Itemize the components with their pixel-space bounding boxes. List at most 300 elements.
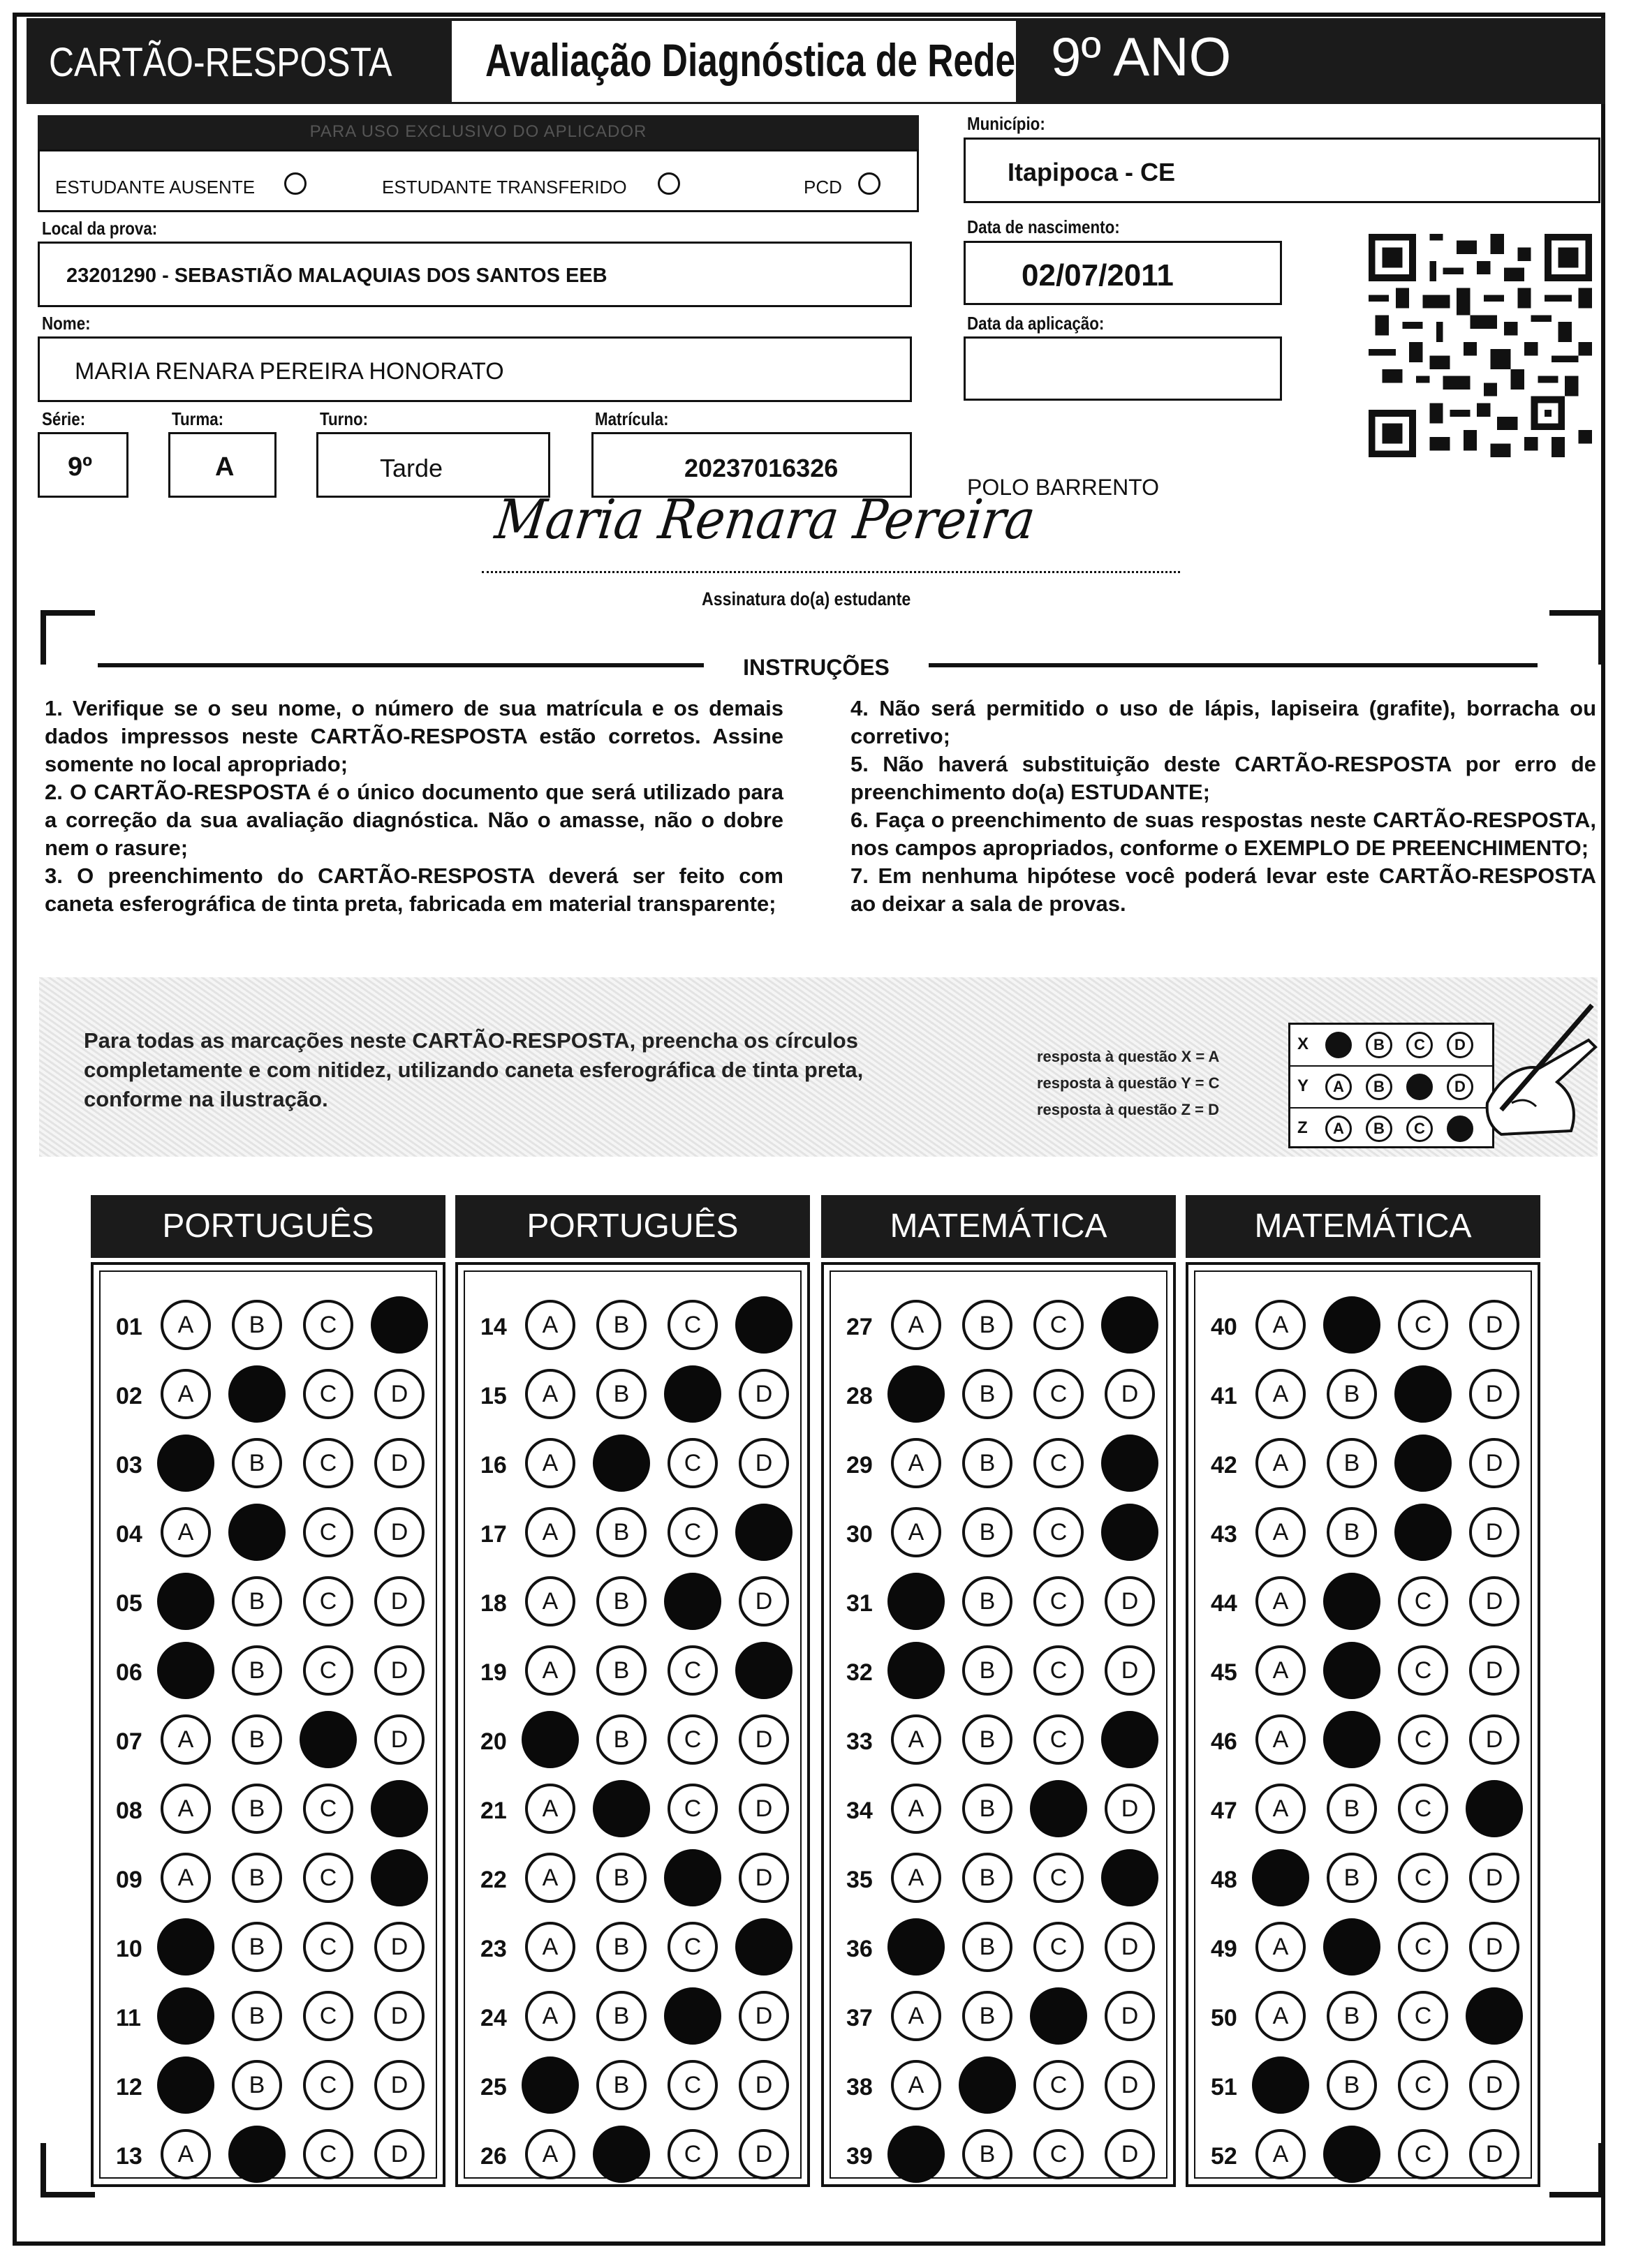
- question-row: [465, 2060, 800, 2116]
- answer-bubble-d[interactable]: D: [739, 1991, 789, 2041]
- question-row: [1195, 1853, 1531, 1908]
- answer-bubble-c[interactable]: C: [303, 2129, 353, 2179]
- answer-bubble-d[interactable]: D: [1105, 1784, 1155, 1834]
- answer-bubble-c[interactable]: C: [1033, 1300, 1084, 1350]
- question-row: [465, 1645, 800, 1701]
- answer-bubble-a[interactable]: A: [525, 1507, 575, 1557]
- answer-bubble-c[interactable]: C: [668, 1300, 718, 1350]
- answer-bubble-a[interactable]: A: [1255, 1645, 1306, 1696]
- answer-bubble-c[interactable]: C: [1398, 1576, 1448, 1626]
- aplicacao-field: [964, 336, 1282, 401]
- answer-bubble-a[interactable]: A: [891, 1714, 941, 1765]
- example-row-key: Y: [1297, 1076, 1309, 1095]
- question-row: [101, 1300, 436, 1356]
- answer-bubble-a[interactable]: [157, 1642, 214, 1699]
- answer-bubble-c[interactable]: C: [303, 1300, 353, 1350]
- question-row: [465, 1991, 800, 2047]
- answer-bubble-b[interactable]: B: [596, 1369, 647, 1419]
- answer-bubble-a[interactable]: A: [525, 1922, 575, 1972]
- question-number: 10: [116, 1936, 142, 1962]
- answer-bubble-d[interactable]: D: [374, 1645, 425, 1696]
- answer-bubble-d[interactable]: D: [1105, 1922, 1155, 1972]
- answer-bubble-d[interactable]: D: [1469, 1507, 1519, 1557]
- answer-bubble-c[interactable]: [664, 1573, 721, 1630]
- answer-bubble-d[interactable]: [371, 1849, 428, 1906]
- municipio-field: [964, 138, 1600, 203]
- answer-bubble-c[interactable]: C: [1398, 1784, 1448, 1834]
- answer-bubble-d[interactable]: D: [1469, 1922, 1519, 1972]
- answer-bubble-d[interactable]: [371, 1296, 428, 1354]
- answer-bubble-b[interactable]: B: [596, 1300, 647, 1350]
- answer-bubble-b[interactable]: [228, 1365, 286, 1423]
- answer-bubble-b[interactable]: B: [232, 1853, 282, 1903]
- answer-bubble-c[interactable]: C: [303, 1784, 353, 1834]
- answer-bubble-a[interactable]: [157, 1918, 214, 1976]
- answer-bubble-a[interactable]: A: [891, 1991, 941, 2041]
- answer-bubble-c[interactable]: C: [1033, 2129, 1084, 2179]
- answer-bubble-a[interactable]: [887, 1918, 945, 1976]
- subject-header: PORTUGUÊS: [91, 1195, 445, 1258]
- example-line-x: resposta à questão X = A: [1037, 1048, 1220, 1065]
- answer-bubble-d[interactable]: D: [1469, 2129, 1519, 2179]
- answer-bubble-d[interactable]: [1101, 1435, 1158, 1492]
- answer-bubble-c[interactable]: C: [1033, 1853, 1084, 1903]
- answer-bubble-d[interactable]: D: [739, 1369, 789, 1419]
- answer-bubble-a[interactable]: A: [161, 1714, 211, 1765]
- answer-bubble-a[interactable]: A: [161, 2129, 211, 2179]
- answer-bubble-a[interactable]: A: [525, 1369, 575, 1419]
- answer-bubble-b[interactable]: [1323, 1642, 1380, 1699]
- answer-bubble-b[interactable]: [959, 2056, 1016, 2114]
- answer-bubble-c[interactable]: C: [668, 1438, 718, 1488]
- question-row: [831, 1300, 1166, 1356]
- turma-label: Turma:: [172, 408, 224, 429]
- answer-bubble-c[interactable]: C: [303, 1576, 353, 1626]
- question-row: [101, 1369, 436, 1425]
- question-number: 28: [846, 1383, 873, 1409]
- answer-bubble-c[interactable]: [1394, 1504, 1452, 1561]
- answer-bubble-d[interactable]: [371, 1780, 428, 1837]
- answer-bubble-a[interactable]: A: [891, 1507, 941, 1557]
- question-number: 09: [116, 1867, 142, 1893]
- example-legend: [1037, 1044, 1219, 1123]
- subject-header: MATEMÁTICA: [821, 1195, 1176, 1258]
- answer-bubble-a[interactable]: [157, 1573, 214, 1630]
- answer-column-inner: [830, 1270, 1167, 2179]
- answer-bubble-a[interactable]: [522, 1711, 579, 1768]
- instructions-left: [45, 695, 783, 918]
- answer-bubble-b[interactable]: B: [232, 1645, 282, 1696]
- answer-bubble-b[interactable]: B: [962, 1369, 1012, 1419]
- answer-bubble-c[interactable]: C: [303, 1438, 353, 1488]
- instructions-rule-right: [929, 663, 1538, 667]
- answer-bubble-a[interactable]: A: [525, 1784, 575, 1834]
- question-row: [1195, 1922, 1531, 1978]
- question-number: 22: [480, 1867, 507, 1893]
- answer-bubble-c[interactable]: C: [303, 1853, 353, 1903]
- answer-bubble-c[interactable]: C: [1398, 1645, 1448, 1696]
- answer-bubble-b[interactable]: B: [232, 1714, 282, 1765]
- answer-bubble-d[interactable]: [735, 1504, 793, 1561]
- answer-bubble-a[interactable]: A: [1255, 1784, 1306, 1834]
- example-row-key: X: [1297, 1035, 1309, 1053]
- turno-field: [316, 432, 550, 498]
- answer-bubble-b[interactable]: B: [596, 1714, 647, 1765]
- question-number: 36: [846, 1936, 873, 1962]
- answer-bubble-a[interactable]: A: [1255, 1300, 1306, 1350]
- answer-bubble-a[interactable]: A: [161, 1300, 211, 1350]
- example-row-key: Z: [1297, 1118, 1308, 1137]
- answer-bubble-b[interactable]: B: [962, 1507, 1012, 1557]
- status-bar: [38, 115, 919, 150]
- example-row: [1290, 1109, 1492, 1150]
- answer-bubble-a[interactable]: A: [1255, 1369, 1306, 1419]
- answer-bubble-a[interactable]: A: [161, 1507, 211, 1557]
- answer-bubble-c[interactable]: [300, 1711, 357, 1768]
- question-number: 51: [1211, 2074, 1237, 2100]
- answer-bubble-a[interactable]: A: [891, 2060, 941, 2110]
- answer-bubble-d[interactable]: D: [374, 1438, 425, 1488]
- answer-bubble-b[interactable]: [1323, 1296, 1380, 1354]
- answer-bubble-c[interactable]: C: [303, 1369, 353, 1419]
- answer-bubble-c[interactable]: [664, 1849, 721, 1906]
- question-number: 15: [480, 1383, 507, 1409]
- answer-bubble-d[interactable]: D: [1105, 1645, 1155, 1696]
- answer-bubble-d[interactable]: D: [374, 1922, 425, 1972]
- answer-bubble-a[interactable]: A: [525, 1576, 575, 1626]
- answer-bubble-c[interactable]: C: [668, 1714, 718, 1765]
- nome-label: Nome:: [42, 313, 91, 334]
- question-number: 43: [1211, 1521, 1237, 1548]
- turma-field: [168, 432, 277, 498]
- question-row: [1195, 2060, 1531, 2116]
- answer-bubble-b[interactable]: B: [962, 1645, 1012, 1696]
- answer-bubble-a[interactable]: A: [1255, 1991, 1306, 2041]
- answer-bubble-c[interactable]: C: [1033, 1438, 1084, 1488]
- answer-bubble-a[interactable]: [1252, 1849, 1309, 1906]
- instruction-5: 5. Não haverá substituição deste CARTÃO-RESPOSTA por erro de preenchimento do(a) ESTUDANTE;: [850, 752, 1596, 804]
- answer-bubble-b[interactable]: B: [232, 1300, 282, 1350]
- answer-bubble-b[interactable]: [1323, 1711, 1380, 1768]
- instruction-7: 7. Em nenhuma hipótese você poderá levar este CARTÃO-RESPOSTA ao deixar a sala de provas.: [850, 864, 1596, 916]
- answer-bubble-b[interactable]: B: [962, 1853, 1012, 1903]
- answer-bubble-d[interactable]: D: [1105, 2060, 1155, 2110]
- answer-bubble-b[interactable]: B: [232, 1576, 282, 1626]
- answer-bubble-c[interactable]: C: [668, 2129, 718, 2179]
- subject-header: PORTUGUÊS: [455, 1195, 810, 1258]
- answer-bubble-b[interactable]: B: [1327, 1369, 1377, 1419]
- answer-bubble-c[interactable]: [1394, 1365, 1452, 1423]
- question-number: 18: [480, 1590, 507, 1617]
- answer-bubble-b[interactable]: B: [596, 1576, 647, 1626]
- answer-bubble-c[interactable]: C: [1033, 1576, 1084, 1626]
- question-row: [465, 1784, 800, 1839]
- answer-bubble-d[interactable]: D: [1105, 1991, 1155, 2041]
- answer-bubble-b[interactable]: B: [596, 1922, 647, 1972]
- local-field: [38, 242, 912, 307]
- answer-bubble-b[interactable]: B: [962, 1300, 1012, 1350]
- answer-bubble-b[interactable]: B: [232, 1922, 282, 1972]
- answer-bubble-b[interactable]: [593, 1780, 650, 1837]
- answer-bubble-a[interactable]: A: [1255, 1922, 1306, 1972]
- serie-field: [38, 432, 128, 498]
- instruction-4: 4. Não será permitido o uso de lápis, lapiseira (grafite), borracha ou corretivo;: [850, 696, 1596, 748]
- answer-bubble-d[interactable]: [1101, 1296, 1158, 1354]
- answer-bubble-a[interactable]: A: [1255, 2129, 1306, 2179]
- answer-bubble-c[interactable]: C: [668, 1507, 718, 1557]
- question-row: [831, 1438, 1166, 1494]
- answer-bubble-b[interactable]: B: [596, 1507, 647, 1557]
- answer-bubble-b[interactable]: B: [962, 1922, 1012, 1972]
- answer-bubble-d[interactable]: D: [374, 2129, 425, 2179]
- answer-bubble-d[interactable]: D: [739, 1576, 789, 1626]
- answer-bubble-a[interactable]: A: [161, 1784, 211, 1834]
- qr-code: [1369, 234, 1592, 457]
- answer-bubble-a[interactable]: A: [525, 2129, 575, 2179]
- answer-bubble-a[interactable]: A: [891, 1300, 941, 1350]
- question-number: 47: [1211, 1798, 1237, 1824]
- answer-bubble-b[interactable]: B: [962, 1576, 1012, 1626]
- answer-bubble-c[interactable]: C: [1033, 1507, 1084, 1557]
- answer-bubble-a[interactable]: A: [1255, 1714, 1306, 1765]
- subject-header: MATEMÁTICA: [1186, 1195, 1540, 1258]
- answer-bubble-d[interactable]: D: [1105, 1576, 1155, 1626]
- example-bubble: B: [1366, 1116, 1392, 1142]
- pcd-radio[interactable]: [858, 172, 880, 195]
- answer-bubble-a[interactable]: A: [525, 1300, 575, 1350]
- question-number: 45: [1211, 1659, 1237, 1686]
- answer-bubble-b[interactable]: B: [232, 1438, 282, 1488]
- example-bubble: A: [1325, 1074, 1352, 1100]
- question-number: 42: [1211, 1452, 1237, 1478]
- answer-bubble-b[interactable]: B: [596, 1991, 647, 2041]
- answer-bubble-d[interactable]: D: [1469, 1438, 1519, 1488]
- instruction-3: 3. O preenchimento do CARTÃO-RESPOSTA deverá ser feito com caneta esferográfica de tinta preta, fabricada em material transparente;: [45, 864, 783, 916]
- question-number: 27: [846, 1314, 873, 1340]
- answer-bubble-a[interactable]: A: [1255, 1507, 1306, 1557]
- example-line-z: resposta à questão Z = D: [1037, 1101, 1220, 1118]
- answer-bubble-c[interactable]: C: [1398, 1853, 1448, 1903]
- answer-bubble-d[interactable]: D: [1469, 1369, 1519, 1419]
- answer-bubble-d[interactable]: D: [739, 1853, 789, 1903]
- answer-bubble-c[interactable]: C: [668, 2060, 718, 2110]
- answer-bubble-b[interactable]: [228, 1504, 286, 1561]
- answer-bubble-d[interactable]: [1101, 1711, 1158, 1768]
- example-bubble: D: [1447, 1032, 1473, 1058]
- nome-field: [38, 336, 912, 402]
- instructions-title: INSTRUÇÕES: [743, 655, 890, 680]
- answer-bubble-d[interactable]: D: [374, 1507, 425, 1557]
- question-row: [465, 1507, 800, 1563]
- question-number: 24: [480, 2005, 507, 2031]
- answer-bubble-c[interactable]: [1030, 1780, 1087, 1837]
- answer-bubble-d[interactable]: [735, 1642, 793, 1699]
- answer-bubble-b[interactable]: B: [962, 1714, 1012, 1765]
- answer-bubble-b[interactable]: B: [1327, 1991, 1377, 2041]
- exam-title-box: [452, 21, 1016, 102]
- answer-bubble-c[interactable]: C: [1398, 1300, 1448, 1350]
- answer-bubble-c[interactable]: C: [668, 1922, 718, 1972]
- answer-bubble-c[interactable]: [1030, 1987, 1087, 2045]
- answer-bubble-a[interactable]: A: [161, 1853, 211, 1903]
- answer-bubble-c[interactable]: C: [303, 1645, 353, 1696]
- answer-bubble-d[interactable]: D: [1469, 2060, 1519, 2110]
- question-number: 29: [846, 1452, 873, 1478]
- answer-bubble-c[interactable]: C: [1398, 2129, 1448, 2179]
- answer-bubble-d[interactable]: D: [1469, 1853, 1519, 1903]
- answer-bubble-c[interactable]: C: [303, 1991, 353, 2041]
- answer-bubble-a[interactable]: A: [1255, 1438, 1306, 1488]
- question-number: 44: [1211, 1590, 1237, 1617]
- example-bubble: C: [1406, 1032, 1433, 1058]
- instructions-rule-left: [98, 663, 704, 667]
- answer-bubble-d[interactable]: D: [739, 1714, 789, 1765]
- answer-bubble-c[interactable]: C: [1398, 1714, 1448, 1765]
- answer-bubble-b[interactable]: B: [232, 1784, 282, 1834]
- absent-radio[interactable]: [284, 172, 307, 195]
- answer-bubble-b[interactable]: B: [596, 1853, 647, 1903]
- answer-bubble-c[interactable]: C: [303, 2060, 353, 2110]
- answer-bubble-a[interactable]: [157, 1987, 214, 2045]
- answer-bubble-a[interactable]: A: [525, 1853, 575, 1903]
- answer-bubble-c[interactable]: [664, 1365, 721, 1423]
- answer-bubble-b[interactable]: [593, 2126, 650, 2183]
- answer-bubble-d[interactable]: D: [1469, 1576, 1519, 1626]
- answer-bubble-a[interactable]: A: [525, 1991, 575, 2041]
- transferred-radio[interactable]: [658, 172, 680, 195]
- question-row: [101, 1645, 436, 1701]
- question-row: [101, 1853, 436, 1908]
- answer-bubble-a[interactable]: [887, 1365, 945, 1423]
- answer-bubble-b[interactable]: B: [232, 1991, 282, 2041]
- answer-bubble-a[interactable]: [887, 1573, 945, 1630]
- answer-bubble-d[interactable]: D: [739, 1784, 789, 1834]
- answer-bubble-c[interactable]: C: [1398, 2060, 1448, 2110]
- question-number: 37: [846, 2005, 873, 2031]
- answer-bubble-d[interactable]: D: [374, 1576, 425, 1626]
- question-number: 20: [480, 1728, 507, 1755]
- answer-bubble-b[interactable]: [228, 2126, 286, 2183]
- absent-label: ESTUDANTE AUSENTE: [55, 177, 256, 198]
- example-row: [1290, 1067, 1492, 1109]
- answer-bubble-d[interactable]: [735, 1296, 793, 1354]
- question-number: 12: [116, 2074, 142, 2100]
- answer-bubble-b[interactable]: B: [232, 2060, 282, 2110]
- answer-bubble-c[interactable]: C: [1033, 2060, 1084, 2110]
- nascimento-value: 02/07/2011: [1022, 258, 1174, 292]
- question-number: 01: [116, 1314, 142, 1340]
- question-row: [1195, 1784, 1531, 1839]
- answer-bubble-d[interactable]: D: [1105, 2129, 1155, 2179]
- answer-bubble-d[interactable]: D: [1105, 1369, 1155, 1419]
- answer-bubble-b[interactable]: B: [596, 2060, 647, 2110]
- answer-bubble-b[interactable]: B: [596, 1645, 647, 1696]
- answer-bubble-a[interactable]: [887, 1642, 945, 1699]
- answer-bubble-b[interactable]: B: [1327, 2060, 1377, 2110]
- answer-bubble-c[interactable]: [1394, 1435, 1452, 1492]
- answer-bubble-d[interactable]: D: [1469, 1714, 1519, 1765]
- answer-bubble-c[interactable]: C: [668, 1784, 718, 1834]
- answer-bubble-b[interactable]: [1323, 2126, 1380, 2183]
- answer-bubble-b[interactable]: B: [962, 1438, 1012, 1488]
- answer-bubble-b[interactable]: [1323, 1918, 1380, 1976]
- question-row: [1195, 2129, 1531, 2185]
- signature-label: Assinatura do(a) estudante: [702, 588, 911, 609]
- answer-bubble-d[interactable]: D: [739, 2060, 789, 2110]
- answer-bubble-c[interactable]: C: [1033, 1922, 1084, 1972]
- question-number: 25: [480, 2074, 507, 2100]
- example-row: [1290, 1025, 1492, 1067]
- answer-bubble-d[interactable]: D: [374, 1714, 425, 1765]
- answer-bubble-d[interactable]: [1101, 1849, 1158, 1906]
- answer-bubble-d[interactable]: D: [1469, 1645, 1519, 1696]
- answer-bubble-c[interactable]: C: [303, 1507, 353, 1557]
- answer-bubble-c[interactable]: C: [1398, 1922, 1448, 1972]
- question-row: [101, 2060, 436, 2116]
- answer-bubble-a[interactable]: [1252, 2056, 1309, 2114]
- answer-bubble-a[interactable]: A: [525, 1645, 575, 1696]
- answer-bubble-c[interactable]: [664, 1987, 721, 2045]
- answer-bubble-a[interactable]: A: [891, 1438, 941, 1488]
- turno-label: Turno:: [320, 408, 369, 429]
- answer-bubble-d[interactable]: [735, 1918, 793, 1976]
- question-row: [831, 1784, 1166, 1839]
- answer-bubble-a[interactable]: A: [891, 1853, 941, 1903]
- answer-bubble-a[interactable]: [887, 2126, 945, 2183]
- answer-bubble-b[interactable]: B: [1327, 1853, 1377, 1903]
- answer-bubble-c[interactable]: C: [668, 1645, 718, 1696]
- answer-bubble-b[interactable]: [1323, 1573, 1380, 1630]
- answer-bubble-b[interactable]: [593, 1435, 650, 1492]
- answer-bubble-a[interactable]: A: [891, 1784, 941, 1834]
- answer-bubble-d[interactable]: D: [374, 2060, 425, 2110]
- question-number: 49: [1211, 1936, 1237, 1962]
- answer-bubble-c[interactable]: C: [1398, 1991, 1448, 2041]
- answer-bubble-c[interactable]: C: [303, 1922, 353, 1972]
- answer-bubble-d[interactable]: D: [1469, 1300, 1519, 1350]
- answer-bubble-b[interactable]: B: [1327, 1784, 1377, 1834]
- answer-bubble-d[interactable]: [1101, 1504, 1158, 1561]
- answer-bubble-d[interactable]: D: [739, 2129, 789, 2179]
- question-row: [1195, 1576, 1531, 1632]
- answer-bubble-c[interactable]: C: [1033, 1645, 1084, 1696]
- signature: Maria Renara Pereira: [492, 489, 1039, 551]
- question-row: [465, 1300, 800, 1356]
- answer-bubble-a[interactable]: A: [161, 1369, 211, 1419]
- matricula-label: Matrícula:: [595, 408, 669, 429]
- example-bubble: [1406, 1074, 1433, 1100]
- answer-bubble-b[interactable]: B: [962, 1991, 1012, 2041]
- answer-bubble-b[interactable]: B: [962, 1784, 1012, 1834]
- answer-bubble-d[interactable]: D: [374, 1991, 425, 2041]
- answer-bubble-b[interactable]: B: [1327, 1438, 1377, 1488]
- answer-bubble-c[interactable]: C: [1033, 1369, 1084, 1419]
- answer-bubble-b[interactable]: B: [1327, 1507, 1377, 1557]
- answer-bubble-d[interactable]: D: [374, 1369, 425, 1419]
- answer-bubble-a[interactable]: A: [1255, 1576, 1306, 1626]
- question-row: [101, 1576, 436, 1632]
- answer-bubble-a[interactable]: [522, 2056, 579, 2114]
- answer-bubble-b[interactable]: B: [962, 2129, 1012, 2179]
- question-row: [465, 1714, 800, 1770]
- answer-bubble-a[interactable]: A: [525, 1438, 575, 1488]
- answer-bubble-a[interactable]: [157, 1435, 214, 1492]
- answer-bubble-d[interactable]: [1466, 1987, 1523, 2045]
- answer-bubble-d[interactable]: [1466, 1780, 1523, 1837]
- answer-bubble-c[interactable]: C: [1033, 1714, 1084, 1765]
- answer-bubble-a[interactable]: [157, 2056, 214, 2114]
- answer-bubble-d[interactable]: D: [739, 1438, 789, 1488]
